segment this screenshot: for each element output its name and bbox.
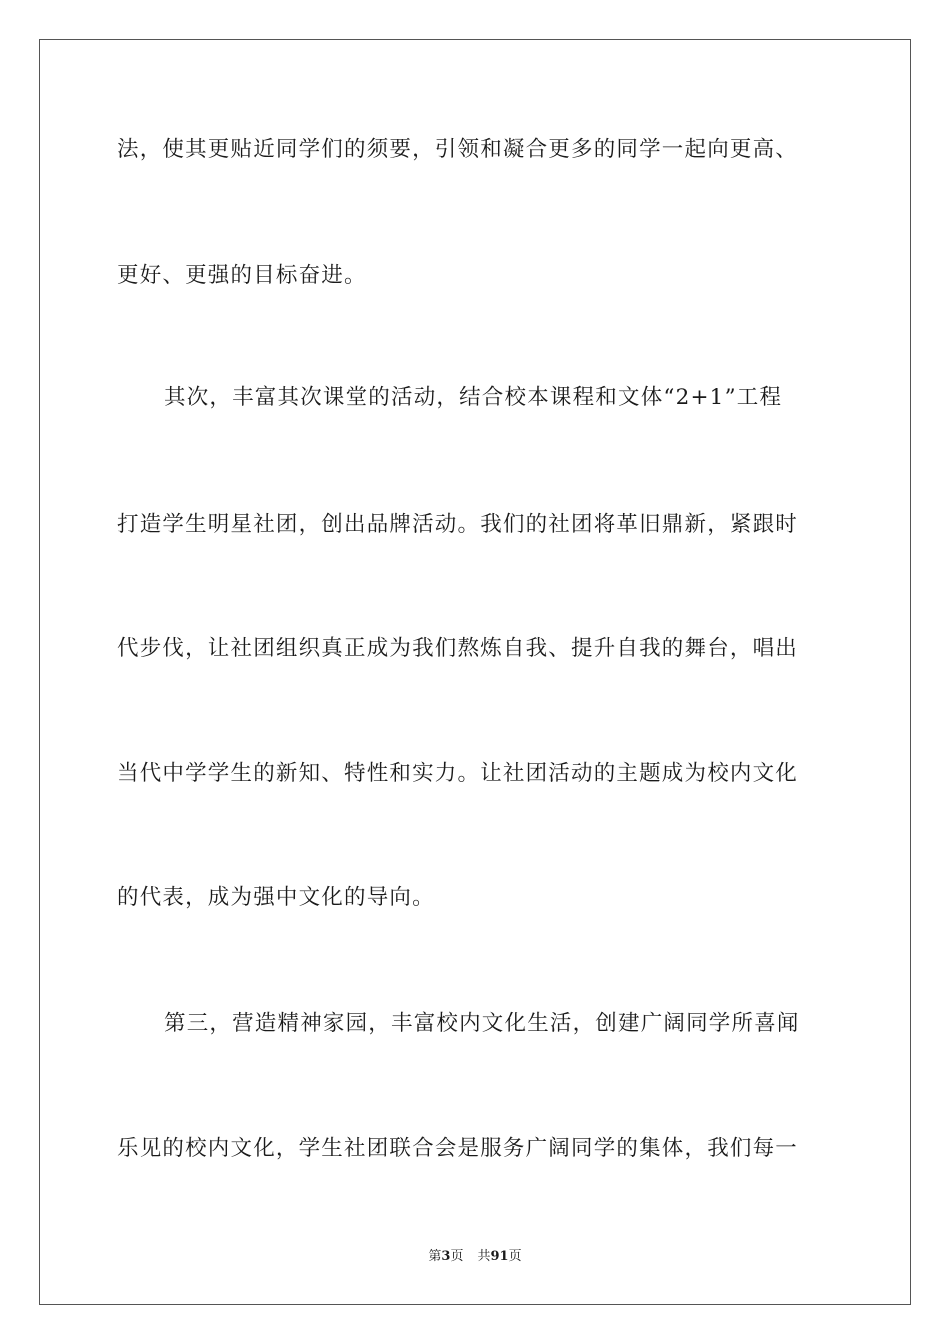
page-suffix: 页 <box>450 1249 464 1264</box>
text-line-9: 乐见的校内文化，学生社团联合会是服务广阔同学的集体，我们每一 <box>117 1136 799 1161</box>
text-line-4: 打造学生明星社团，创出品牌活动。我们的社团将革旧鼎新，紧跟时 <box>117 512 799 537</box>
text-line-6: 当代中学学生的新知、特性和实力。让社团活动的主题成为校内文化 <box>117 761 799 786</box>
total-prefix: 共 <box>477 1249 491 1264</box>
text-line-2: 更好、更强的目标奋进。 <box>117 263 367 288</box>
page-border <box>39 39 911 1305</box>
text-line-1: 法，使其更贴近同学们的须要，引领和凝合更多的同学一起向更高、 <box>117 137 799 162</box>
page-number: 3 <box>441 1249 451 1264</box>
page-prefix: 第 <box>428 1249 442 1264</box>
text-line-3-paragraph-start: 其次，丰富其次课堂的活动，结合校本课程和文体“2+1”工程 <box>164 385 783 410</box>
text-line-5: 代步伐，让社团组织真正成为我们熬炼自我、提升自我的舞台，唱出 <box>117 636 799 661</box>
page-footer <box>0 1248 950 1266</box>
total-suffix: 页 <box>508 1249 522 1264</box>
total-pages: 91 <box>490 1249 509 1264</box>
text-line-7: 的代表，成为强中文化的导向。 <box>117 885 435 910</box>
text-line-8-paragraph-start: 第三，营造精神家园，丰富校内文化生活，创建广阔同学所喜闻 <box>164 1011 800 1036</box>
